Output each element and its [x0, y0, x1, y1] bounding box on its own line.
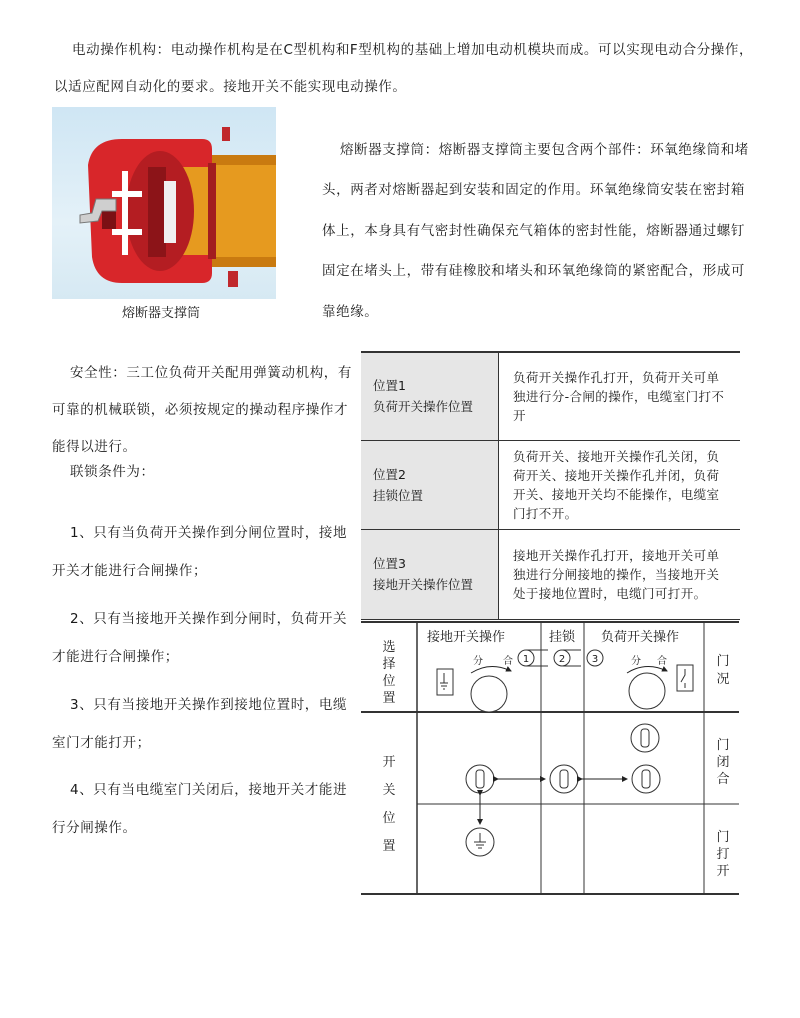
interlock-diagram — [361, 621, 741, 896]
door-closed-2: 闭 — [716, 755, 730, 770]
diagram-grid — [361, 622, 739, 894]
open-label: 分 — [473, 656, 483, 667]
switch-position-closed — [466, 724, 660, 824]
col-load-switch: 负荷开关操作 — [601, 630, 680, 645]
load-switch-selector-icon — [627, 654, 693, 709]
position-name: 接地开关操作位置 — [373, 577, 474, 592]
position-description: 接地开关操作孔打开，接地开关可单独进行分闸接地的操作，当接地开关处于接地位置时，电缆门可打开。 — [499, 529, 741, 619]
select-label-4: 置 — [382, 691, 396, 706]
interlock-condition-1: 1、只有当负荷开关操作到分闸位置时，接地开关才能进行合闸操作； — [52, 524, 348, 579]
select-label-3: 位 — [382, 674, 396, 689]
select-label-2: 择 — [382, 657, 396, 672]
door-status-2: 况 — [716, 672, 730, 687]
interlock-title: 联锁条件为： — [70, 464, 155, 480]
table-row — [361, 440, 740, 529]
door-open-3: 开 — [716, 864, 730, 879]
door-open-2: 打 — [716, 847, 730, 862]
position-label — [361, 352, 499, 440]
position-number-3: 3 — [591, 654, 599, 665]
intro-paragraph: 电动操作机构：电动操作机构是在C型机构和F型机构的基础上增加电动机模块而成。可以实现电动合分操作，以适应配网自动化的要求。接地开关不能实现电动操作。 — [54, 41, 754, 95]
switch-label-3: 位 — [382, 811, 396, 826]
position-number: 位置3 — [373, 556, 406, 571]
position-name: 负荷开关操作位置 — [373, 399, 474, 415]
col-earth-switch: 接地开关操作 — [427, 630, 506, 645]
position-label — [361, 529, 499, 619]
position-number-2: 2 — [558, 654, 566, 665]
safety-paragraph: 安全性：三工位负荷开关配用弹簧动机构，有可靠的机械联锁，必须按规定的操动程序操作才能得以进行。 — [52, 364, 352, 455]
earthed-position-icon — [466, 828, 494, 856]
position-table — [361, 351, 740, 620]
position-number: 位置1 — [373, 378, 406, 394]
position-number-1: 1 — [522, 654, 530, 665]
switch-label-2: 关 — [382, 783, 396, 798]
earth-switch-selector-icon — [437, 654, 513, 712]
interlock-condition-3: 3、只有当接地开关操作到接地位置时，电缆室门才能打开； — [52, 696, 348, 751]
close-label: 合 — [503, 656, 513, 667]
open-label: 分 — [631, 656, 641, 667]
fuse-holder-photo — [52, 107, 276, 299]
door-closed-1: 门 — [716, 738, 730, 753]
position-selector — [518, 650, 603, 666]
table-row — [361, 352, 740, 440]
table-row — [361, 529, 740, 619]
position-description: 负荷开关、接地开关操作孔关闭，负荷开关、接地开关操作孔并闭，负荷开关、接地开关均不能操作，电缆室门打不开。 — [499, 440, 741, 529]
fuse-holder-paragraph: 熔断器支撑筒：熔断器支撑筒主要包含两个部件：环氧绝缘筒和堵头，两者对熔断器起到安装和固定的作用。环氧绝缘筒安装在密封箱体上，本身具有气密封性确保充气箱体的密封性能，熔断器通过螺钉固定在堵头上，带有硅橡胶和堵头和环氧绝缘筒的紧密配合，形成可靠绝缘。 — [322, 141, 749, 320]
figure-caption: 熔断器支撑筒 — [122, 306, 201, 321]
door-open-1: 门 — [716, 830, 730, 845]
switch-label-1: 开 — [382, 755, 396, 770]
door-closed-3: 合 — [716, 772, 730, 787]
col-padlock: 挂锁 — [549, 630, 576, 645]
position-description: 负荷开关操作孔打开，负荷开关可单独进行分-合闸的操作，电缆室门打不开 — [499, 352, 741, 440]
interlock-condition-2: 2、只有当接地开关操作到分闸时，负荷开关才能进行合闸操作； — [52, 610, 348, 665]
position-name: 挂锁位置 — [373, 487, 424, 503]
position-label — [361, 440, 499, 529]
close-label: 合 — [657, 656, 667, 667]
position-number: 位置2 — [373, 466, 406, 482]
door-status-1: 门 — [716, 654, 730, 669]
select-label-1: 选 — [382, 640, 396, 655]
switch-label-4: 置 — [382, 839, 396, 854]
interlock-condition-4: 4、只有当电缆室门关闭后，接地开关才能进行分闸操作。 — [52, 781, 348, 836]
